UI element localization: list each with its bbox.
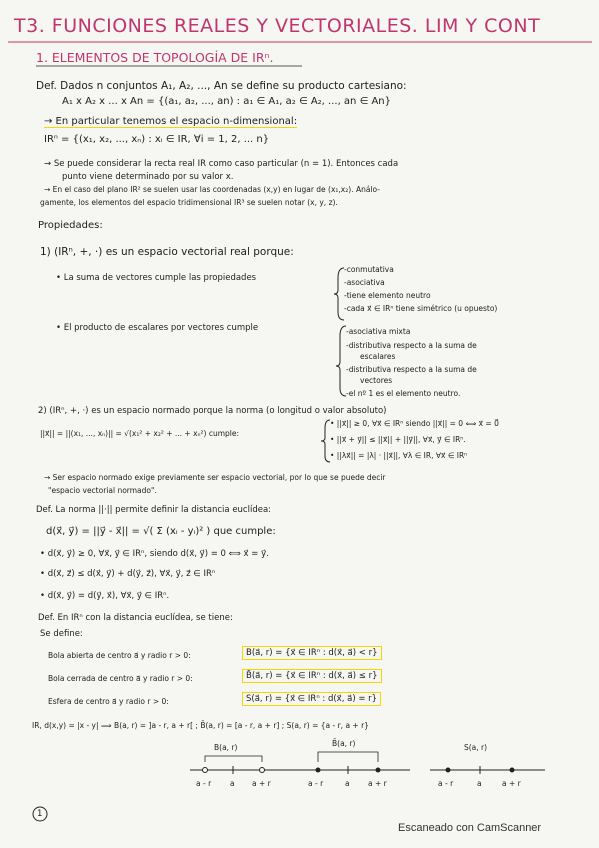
suma-prop-3: -tiene elemento neutro xyxy=(344,291,431,300)
esfera-label: Esfera de centro a⃗ y radio r > 0: xyxy=(48,697,169,706)
distancia-formula: d(x⃗, y⃗) = ||y⃗ - x⃗|| = √( Σ (xᵢ - yᵢ)² ) que cumple: xyxy=(46,526,276,537)
page-title: T3. FUNCIONES REALES Y VECTORIALES. LIM Y CONT xyxy=(14,15,541,37)
esfera-formula: S(a⃗, r) = {x⃗ ∈ IRⁿ : d(x⃗, a⃗) = r} xyxy=(242,692,381,706)
suma-prop-2: -asociativa xyxy=(344,278,385,287)
norma-formula: ||x⃗|| = ||(x₁, ..., xₙ)|| = √(x₁² + x₂² + ... + xₙ²) cumple: xyxy=(40,429,239,438)
diagram-3-title: S(a, r) xyxy=(464,743,488,752)
bola-cerrada-formula: B̄(a⃗, r) = {x⃗ ∈ IRⁿ : d(x⃗, a⃗) ≤ r} xyxy=(242,669,382,683)
producto-escalares-line: • El producto de escalares por vectores cumple xyxy=(56,323,259,333)
distancia-prop-2: • d(x⃗, z⃗) ≤ d(x⃗, y⃗) + d(y⃗, z⃗), ∀x⃗, y⃗, z⃗ ∈ IRⁿ xyxy=(40,569,216,579)
recta-real-note-2: punto viene determinado por su valor x. xyxy=(62,172,234,182)
diagram-2-tick-left: a - r xyxy=(308,779,324,788)
producto-prop-5: vectores xyxy=(360,376,393,385)
norma-prop-2: • ||x⃗ + y⃗|| ≤ ||x⃗|| + ||y⃗||, ∀x⃗, y⃗ ∈ IRⁿ. xyxy=(330,435,466,444)
diagram-1-tick-right: a + r xyxy=(252,779,271,788)
plano-note: → En el caso del plano IR² se suelen usar las coordenadas (x,y) en lugar de (x₁,x₂). Análo- xyxy=(44,185,380,194)
recta-real-note: → Se puede considerar la recta real IR como caso particular (n = 1). Entonces cada xyxy=(44,159,399,169)
diagram-2-title: B̄(a, r) xyxy=(332,739,356,748)
scanner-watermark: Escaneado con CamScanner xyxy=(398,822,542,834)
distancia-prop-3: • d(x⃗, y⃗) = d(y⃗, x⃗), ∀x⃗, y⃗ ∈ IRⁿ. xyxy=(40,591,170,601)
diagram-2-tick-right: a + r xyxy=(368,779,387,788)
bola-abierta-formula: B(a⃗, r) = {x⃗ ∈ IRⁿ : d(x⃗, a⃗) < r} xyxy=(242,646,382,660)
diagram-3-tick-left: a - r xyxy=(438,779,454,788)
diagram-1-title: B(a, r) xyxy=(214,743,238,752)
producto-prop-3: escalares xyxy=(360,352,396,361)
bola-abierta-label: Bola abierta de centro a⃗ y radio r > 0: xyxy=(48,651,191,660)
diagram-2-tick-mid: a xyxy=(345,779,350,788)
norma-prop-3: • ||λx⃗|| = |λ| · ||x⃗||, ∀λ ∈ IR, ∀x⃗ ∈ IRⁿ xyxy=(330,451,468,460)
producto-prop-6: -el nº 1 es el elemento neutro. xyxy=(346,389,461,398)
suma-prop-1: -conmutativa xyxy=(344,265,394,274)
def-bolas: Def. En IRⁿ con la distancia euclídea, se tiene: xyxy=(38,613,233,623)
producto-prop-4: -distributiva respecto a la suma de xyxy=(346,365,477,374)
irn-definition: IRⁿ = {(x₁, x₂, ..., xₙ) : xᵢ ∈ IR, ∀i = 1, 2, ... n} xyxy=(44,134,270,145)
espacio-normado-note: → Ser espacio normado exige previamente ser espacio vectorial, por lo que se puede decir xyxy=(44,473,386,482)
diagram-3-tick-mid: a xyxy=(477,779,482,788)
page-number: 1 xyxy=(37,809,43,819)
propiedad-1: 1) (IRⁿ, +, ·) es un espacio vectorial real porque: xyxy=(40,246,294,258)
distancia-prop-1: • d(x⃗, y⃗) ≥ 0, ∀x⃗, y⃗ ∈ IRⁿ, siendo d(x⃗, y⃗) = 0 ⟺ x⃗ = y⃗. xyxy=(40,549,269,559)
section-title: 1. ELEMENTOS DE TOPOLOGÍA DE IRⁿ. xyxy=(36,50,274,65)
norma-prop-1: • ||x⃗|| ≥ 0, ∀x⃗ ∈ IRⁿ siendo ||x⃗|| = 0 ⟺ x⃗ = 0⃗ xyxy=(330,419,499,428)
def-producto-cartesiano: Def. Dados n conjuntos A₁, A₂, ..., An se define su producto cartesiano: xyxy=(36,80,407,92)
diagram-1-tick-left: a - r xyxy=(196,779,212,788)
producto-prop-2: -distributiva respecto a la suma de xyxy=(346,341,477,350)
propiedades-heading: Propiedades: xyxy=(38,220,103,231)
producto-prop-1: -asociativa mixta xyxy=(346,327,411,336)
diagram-3-tick-right: a + r xyxy=(502,779,521,788)
suma-prop-4: -cada x⃗ ∈ IRⁿ tiene simétrico (u opuesto) xyxy=(344,304,498,313)
plano-note-2: gamente, los elementos del espacio tridimensional IR³ se suelen notar (x, y, z). xyxy=(40,198,338,207)
suma-vectores-line: • La suma de vectores cumple las propiedades xyxy=(56,273,257,283)
espacio-n-dimensional: → En particular tenemos el espacio n-dimensional: xyxy=(44,116,298,127)
espacio-normado-note-2: "espacio vectorial normado". xyxy=(48,486,157,495)
ir-intervalos: IR, d(x,y) = |x - y| ⟹ B(a, r) = ]a - r, a + r[ ; B̄(a, r) = [a - r, a + r] ; S(a, r) = {a - r, a + r} xyxy=(32,721,369,730)
bola-cerrada-label: Bola cerrada de centro a⃗ y radio r > 0: xyxy=(48,674,193,683)
diagram-1-tick-mid: a xyxy=(230,779,235,788)
propiedad-2: 2) (IRⁿ, +, ·) es un espacio normado porque la norma (o longitud o valor absoluto) xyxy=(38,406,387,416)
def-distancia: Def. La norma ||·|| permite definir la distancia euclídea: xyxy=(36,505,272,515)
se-define: Se define: xyxy=(40,629,83,639)
producto-cartesiano-formula: A₁ x A₂ x ... x An = {(a₁, a₂, ..., an) : a₁ ∈ A₁, a₂ ∈ A₂, ..., an ∈ An} xyxy=(62,96,392,107)
